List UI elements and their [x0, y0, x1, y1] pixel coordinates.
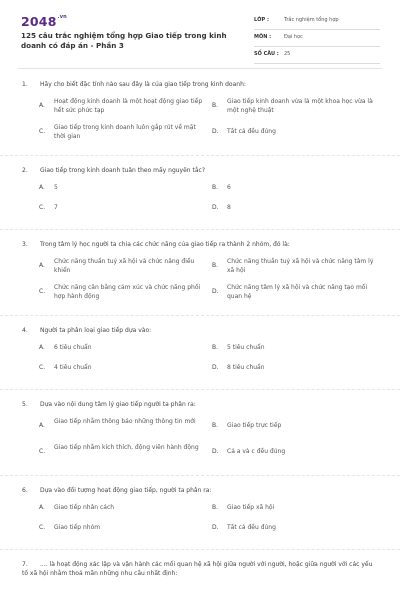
option-grid — [0, 257, 400, 309]
option-letter: A. — [39, 344, 45, 351]
option-text: 4 tiêu chuẩn — [54, 364, 92, 371]
option-letter: C. — [39, 448, 46, 455]
option-letter: B. — [212, 184, 219, 191]
option-letter: A. — [39, 102, 45, 109]
option-text: Giao tiếp trong kinh doanh luôn gắp rút về mặt thời gian — [54, 124, 196, 140]
question-prompt: Người ta phân loại giao tiếp dựa vào: — [40, 327, 152, 334]
option-text: Giao tiếp nhằm kích thích, động viên hành động — [54, 444, 199, 451]
meta-info-box — [254, 15, 380, 66]
question-prompt: Dựa vào đối tượng hoạt động giao tiếp, người ta phân ra: — [40, 487, 212, 494]
option-text: 8 tiêu chuẩn — [227, 364, 265, 371]
question-text — [0, 70, 400, 89]
question-item — [0, 230, 400, 316]
option-letter: C. — [39, 364, 46, 371]
question-number: 3. — [22, 241, 28, 248]
question-number: 6. — [22, 487, 28, 494]
question-list — [0, 70, 400, 584]
question-number: 5. — [22, 401, 28, 408]
question-item — [0, 70, 400, 156]
meta-value: 25 — [284, 51, 291, 57]
option-letter: A. — [39, 422, 45, 429]
option-letter: C. — [39, 288, 46, 295]
meta-row-subject — [254, 32, 380, 47]
document-title: 125 câu trắc nghiệm tổng hợp Giao tiếp trong kinh doanh có đáp án - Phần 3 — [21, 31, 227, 50]
option-letter: D. — [212, 524, 219, 531]
option-letter: D. — [212, 364, 219, 371]
option-letter: B. — [212, 102, 219, 109]
option-text: Giao tiếp nhóm — [54, 524, 101, 531]
header-divider — [18, 68, 382, 69]
option-letter: A. — [39, 262, 45, 269]
document-header — [0, 0, 400, 62]
meta-row-class — [254, 15, 380, 30]
logo-suffix: .vn — [57, 14, 67, 20]
option-text: 7 — [54, 204, 58, 211]
question-text — [0, 550, 400, 578]
option-text: Giao tiếp nhằm thông báo những thông tin mới — [54, 418, 196, 425]
option-text: Giao tiếp kinh doanh vừa là một khoa học vừa là một nghệ thuật — [227, 98, 373, 114]
option-letter: B. — [212, 504, 219, 511]
meta-label: LỚP : — [254, 17, 269, 23]
option-grid — [0, 417, 400, 469]
option-letter: A. — [39, 504, 45, 511]
option-letter: C. — [39, 524, 46, 531]
option-text: Chức năng cân bằng cảm xúc và chức năng phối hợp hành động — [54, 284, 201, 300]
option-text: 5 — [54, 184, 58, 191]
meta-row-count — [254, 49, 380, 64]
question-text — [0, 230, 400, 249]
option-text: Tất cả đều đúng — [227, 524, 276, 531]
option-letter: D. — [212, 204, 219, 211]
option-letter: D. — [212, 448, 219, 455]
meta-label: SỐ CÂU : — [254, 51, 279, 57]
option-text: Chức năng thuần tuý xã hội và chức năng tâm lý xã hội — [227, 258, 374, 274]
question-text — [0, 156, 400, 175]
option-text: 6 — [227, 184, 231, 191]
option-text: Chức năng tâm lý xã hội và chức năng tạo mối quan hệ — [227, 284, 368, 300]
option-grid — [0, 343, 400, 383]
option-letter: B. — [212, 344, 219, 351]
option-grid — [0, 97, 400, 149]
question-item — [0, 550, 400, 584]
question-prompt: Giao tiếp trong kinh doanh tuân theo mấy nguyên tắc? — [40, 167, 206, 174]
option-text: 8 — [227, 204, 231, 211]
question-item — [0, 390, 400, 476]
question-item — [0, 156, 400, 230]
option-letter: D. — [212, 288, 219, 295]
meta-value: Trắc nghiệm tổng hợp — [284, 17, 339, 23]
option-text: Hoạt động kinh doanh là một hoạt động giao tiếp hết sức phức tạp — [54, 98, 203, 114]
question-number: 2. — [22, 167, 28, 174]
question-text — [0, 390, 400, 409]
meta-value: Đại học — [284, 34, 303, 40]
question-number: 1. — [22, 81, 28, 88]
logo-text: 2048 — [21, 14, 57, 29]
option-letter: D. — [212, 128, 219, 135]
option-text: Giao tiếp xã hội — [227, 504, 275, 511]
option-letter: B. — [212, 262, 219, 269]
option-text: Tất cả đều đúng — [227, 128, 276, 135]
question-number: 4. — [22, 327, 28, 334]
question-text — [0, 476, 400, 495]
option-letter: C. — [39, 128, 46, 135]
option-grid — [0, 503, 400, 543]
question-prompt: Hãy cho biết đặc tính nào sau đây là của giao tiếp trong kinh doanh: — [40, 81, 246, 88]
option-text: Cả a và c đều đúng — [227, 448, 286, 455]
option-text: Giao tiếp nhân cách — [54, 504, 115, 511]
option-letter: C. — [39, 204, 46, 211]
question-prompt: Trong tâm lý học người ta chia các chức năng của giao tiếp ra thành 2 nhóm, đó là: — [40, 241, 290, 248]
question-prompt: .... là hoạt động xác lập và vận hành các mối quan hệ xã hội giữa người với người, hoặc giữa người với các yếu tố xã hội nhằm thoả mãn những nhu cầu nhất định: — [22, 561, 373, 577]
option-text: 5 tiêu chuẩn — [227, 344, 265, 351]
option-letter: A. — [39, 184, 45, 191]
option-letter: B. — [212, 422, 219, 429]
meta-label: MÔN : — [254, 34, 272, 40]
option-grid — [0, 183, 400, 223]
option-text: Chức năng thuần tuý xã hội và chức năng điều khiển — [54, 258, 195, 274]
option-text: 6 tiêu chuẩn — [54, 344, 92, 351]
question-number: 7. — [22, 561, 28, 568]
site-logo[interactable] — [21, 14, 67, 29]
option-text: Giao tiếp trực tiếp — [227, 422, 282, 429]
question-prompt: Dựa vào nội dung tâm lý giao tiếp người ta phân ra: — [40, 401, 196, 408]
question-text — [0, 316, 400, 335]
question-item — [0, 316, 400, 390]
question-item — [0, 476, 400, 550]
